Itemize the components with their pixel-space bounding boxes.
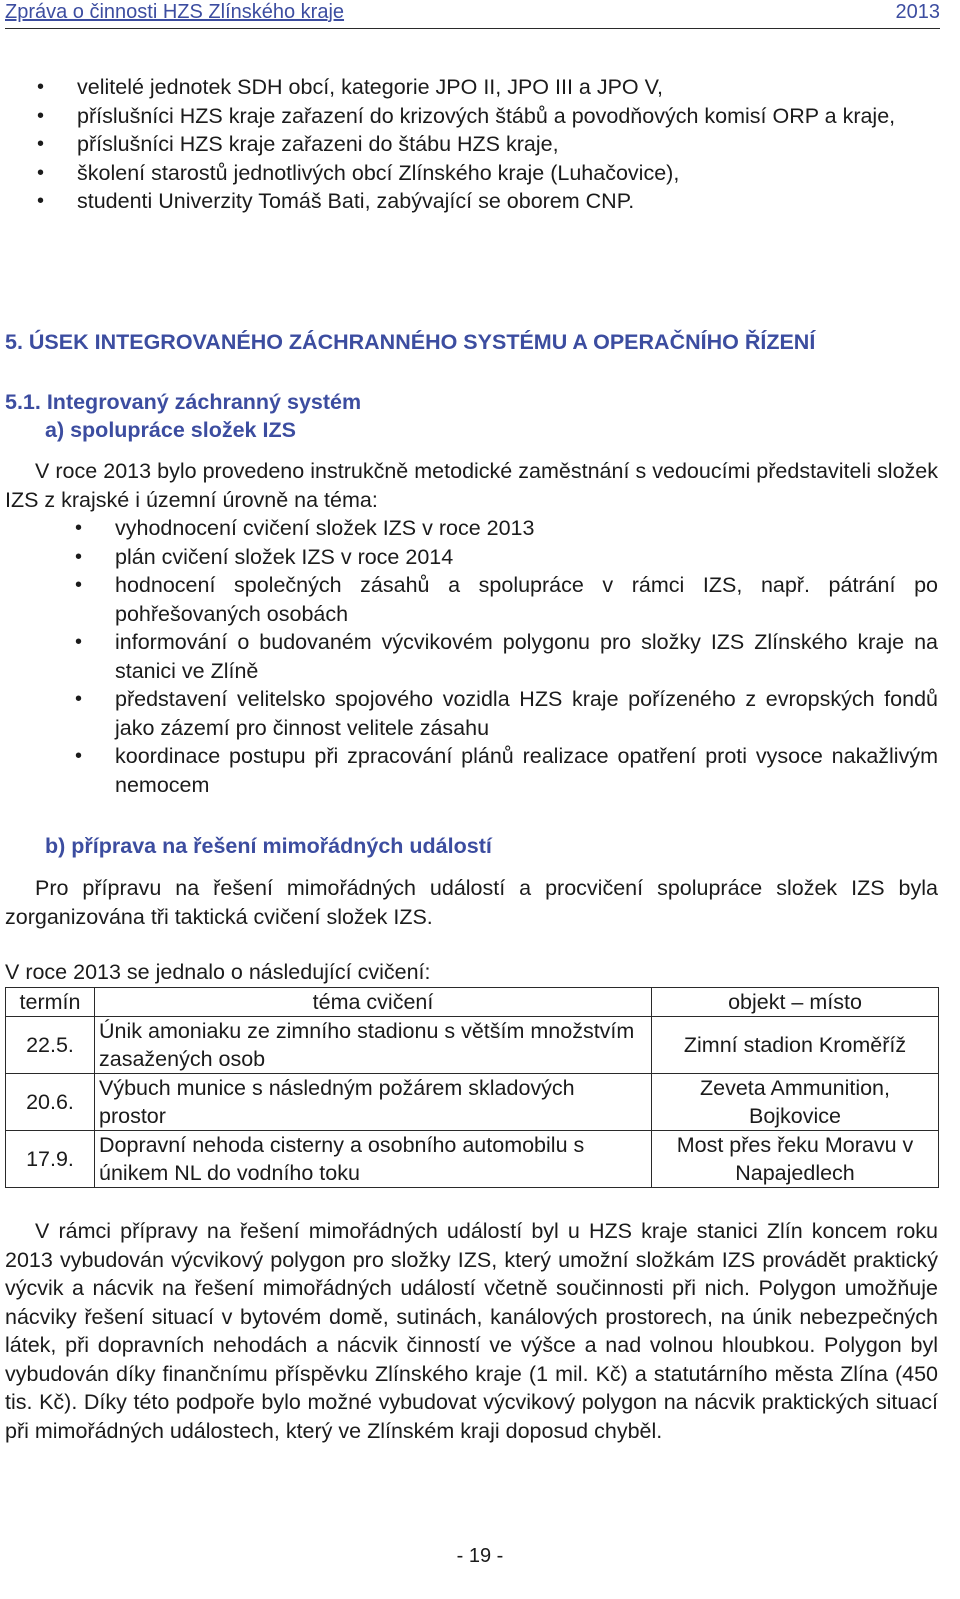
bullet-icon: • xyxy=(37,161,45,184)
bullet-icon: • xyxy=(75,631,83,653)
list-item: • plán cvičení složek IZS v roce 2014 xyxy=(115,543,938,572)
section-heading: 5. ÚSEK INTEGROVANÉHO ZÁCHRANNÉHO SYSTÉMU A OPERAČNÍHO ŘÍZENÍ xyxy=(5,330,816,354)
list-item: • studenti Univerzity Tomáš Bati, zabývající se oborem CNP. xyxy=(77,187,939,216)
list-item: • hodnocení společných zásahů a spolupráce v rámci IZS, např. pátrání po pohřešovaných osobách xyxy=(75,573,938,626)
page-header xyxy=(5,0,940,29)
sub-a-heading: a) spolupráce složek IZS xyxy=(45,418,296,442)
cell-place: Most přes řeku Moravu v Napajedlech xyxy=(652,1131,939,1188)
polygon-paragraph: V rámci přípravy na řešení mimořádných událostí byl u HZS kraje stanici Zlín koncem roku 2013 vybudován výcvikový polygon pro složky IZS, který umožní složkám IZS provádět praktický výcvik a nácvik na řešení mimořádných událostí včetně součinnosti při nich. Polygon umožňuje nácviky řešení situací v bytovém domě, sutinách, kanálových prostorech, na únik nebezpečných látek, při dopravních nehodách a nácvik činností ve výšce a nad volnou hloubkou. Polygon byl vybudován díky finančnímu příspěvku Zlínského kraje (1 mil. Kč) a statutárního města Zlína (450 tis. Kč). Díky této podpoře bylo možné vybudovat výcvikový polygon na nácvik praktických situací při mimořádných událostech, který ve Zlínském kraji doposud chyběl. xyxy=(5,1219,938,1443)
table-row xyxy=(6,1017,939,1074)
table-header-row xyxy=(6,988,939,1017)
document-title: Zpráva o činnosti HZS Zlínského kraje xyxy=(5,1,345,23)
list-item: • koordinace postupu při zpracování plánů realizace opatření proti vysoce nakažlivým nemocem xyxy=(75,744,938,797)
list-item: • školení starostů jednotlivých obcí Zlínského kraje (Luhačovice), xyxy=(77,159,939,188)
bullet-icon: • xyxy=(75,745,83,767)
cell-topic: Únik amoniaku ze zimního stadionu s větším množstvím zasažených osob xyxy=(95,1017,652,1074)
list-item: • vyhodnocení cvičení složek IZS v roce 2013 xyxy=(115,514,938,543)
cell-place: Zimní stadion Kroměříž xyxy=(652,1017,939,1074)
bullet-icon: • xyxy=(37,133,45,155)
subsection-heading: 5.1. Integrovaný záchranný systém xyxy=(5,390,362,414)
exercises-table xyxy=(5,987,939,1188)
cell-place: Zeveta Ammunition, Bojkovice xyxy=(652,1074,939,1131)
bullet-icon: • xyxy=(75,517,83,539)
cell-topic: Dopravní nehoda cisterny a osobního automobilu s únikem NL do vodního toku xyxy=(95,1131,652,1188)
table-row xyxy=(6,1131,939,1188)
header-topic: téma cvičení xyxy=(95,988,652,1017)
intro-paragraph: V roce 2013 bylo provedeno instrukčně metodické zaměstnání s vedoucími představiteli složek IZS z krajské i územní úrovně na téma: xyxy=(5,459,938,512)
preparation-paragraph: Pro přípravu na řešení mimořádných událostí a procvičení spolupráce složek IZS byla zorganizována tři taktická cvičení složek IZS. xyxy=(5,876,938,929)
list-item: • příslušníci HZS kraje zařazeni do štábu HZS kraje, xyxy=(77,130,939,159)
sub-b-heading: b) příprava na řešení mimořádných událostí xyxy=(45,834,492,858)
header-place: objekt – místo xyxy=(652,988,939,1017)
cell-date: 22.5. xyxy=(6,1017,95,1074)
bullet-icon: • xyxy=(37,76,45,98)
table-intro: V roce 2013 se jednalo o následující cvičení: xyxy=(5,960,431,984)
table-row xyxy=(6,1074,939,1131)
header-date: termín xyxy=(6,988,95,1017)
bullet-icon: • xyxy=(75,574,83,596)
cell-date: 20.6. xyxy=(6,1074,95,1131)
bullet-icon: • xyxy=(37,104,45,127)
audience-list xyxy=(37,73,939,216)
list-item: • velitelé jednotek SDH obcí, kategorie JPO II, JPO III a JPO V, xyxy=(77,73,939,102)
bullet-icon: • xyxy=(37,190,45,212)
bullet-icon: • xyxy=(75,688,83,710)
bullet-icon: • xyxy=(75,545,83,568)
page-number: - 19 - xyxy=(456,1545,504,1567)
list-item: • příslušníci HZS kraje zařazení do krizových štábů a povodňových komisí ORP a kraje, xyxy=(77,102,939,131)
topics-list xyxy=(75,514,938,799)
cell-date: 17.9. xyxy=(6,1131,95,1188)
list-item: • informování o budovaném výcvikovém polygonu pro složky IZS Zlínského kraje na stanici ve Zlíně xyxy=(75,630,938,683)
document-year: 2013 xyxy=(895,1,940,23)
cell-topic: Výbuch munice s následným požárem skladových prostor xyxy=(95,1074,652,1131)
list-item: • představení velitelsko spojového vozidla HZS kraje pořízeného z evropských fondů jako zázemí pro činnost velitele zásahu xyxy=(75,687,938,740)
